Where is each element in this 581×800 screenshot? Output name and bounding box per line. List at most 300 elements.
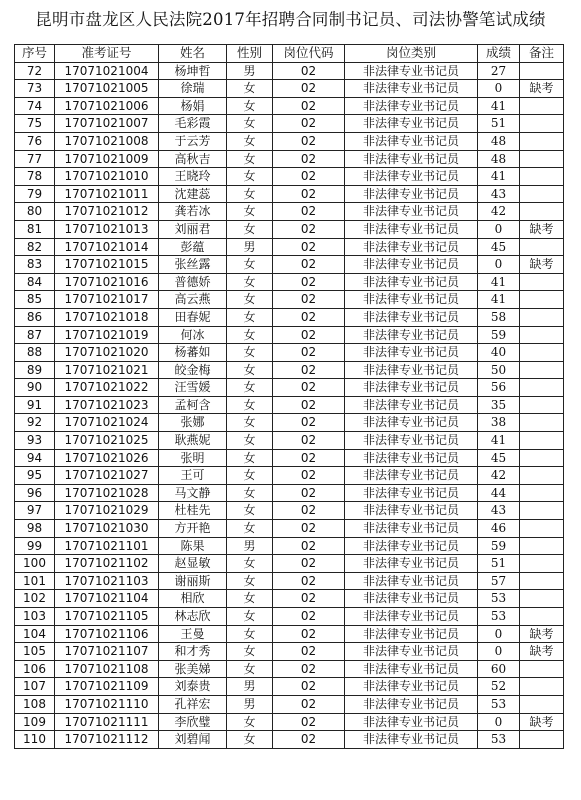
- table-row: [15, 678, 564, 696]
- cell-ticket: 17071021028: [55, 484, 159, 502]
- table-row: [15, 308, 564, 326]
- cell-ticket: 17071021009: [55, 150, 159, 168]
- cell-name: 张娜: [159, 414, 227, 432]
- cell-remark: [520, 695, 564, 713]
- cell-position-code: 02: [273, 555, 345, 573]
- cell-position-code: 02: [273, 344, 345, 362]
- cell-ticket: 17071021106: [55, 625, 159, 643]
- cell-index: 78: [15, 168, 55, 186]
- cell-position-type: 非法律专业书记员: [345, 537, 478, 555]
- cell-score: 27: [478, 62, 520, 80]
- cell-remark: [520, 572, 564, 590]
- cell-position-type: 非法律专业书记员: [345, 150, 478, 168]
- cell-name: 林志欣: [159, 608, 227, 626]
- cell-ticket: 17071021101: [55, 537, 159, 555]
- header-row: [15, 45, 564, 63]
- cell-gender: 女: [227, 608, 273, 626]
- cell-remark: [520, 150, 564, 168]
- cell-index: 80: [15, 203, 55, 221]
- cell-position-code: 02: [273, 590, 345, 608]
- cell-index: 89: [15, 361, 55, 379]
- cell-remark: 缺考: [520, 643, 564, 661]
- cell-ticket: 17071021107: [55, 643, 159, 661]
- cell-gender: 女: [227, 168, 273, 186]
- cell-score: 53: [478, 590, 520, 608]
- cell-remark: [520, 97, 564, 115]
- table-row: [15, 520, 564, 538]
- cell-position-code: 02: [273, 326, 345, 344]
- cell-position-type: 非法律专业书记员: [345, 220, 478, 238]
- cell-gender: 女: [227, 414, 273, 432]
- cell-score: 44: [478, 484, 520, 502]
- cell-position-type: 非法律专业书记员: [345, 449, 478, 467]
- cell-ticket: 17071021018: [55, 308, 159, 326]
- cell-position-type: 非法律专业书记员: [345, 625, 478, 643]
- cell-remark: [520, 115, 564, 133]
- cell-name: 普德娇: [159, 273, 227, 291]
- cell-ticket: 17071021110: [55, 695, 159, 713]
- cell-ticket: 17071021006: [55, 97, 159, 115]
- cell-index: 79: [15, 185, 55, 203]
- cell-score: 42: [478, 467, 520, 485]
- cell-remark: [520, 203, 564, 221]
- cell-index: 96: [15, 484, 55, 502]
- cell-position-type: 非法律专业书记员: [345, 467, 478, 485]
- cell-score: 40: [478, 344, 520, 362]
- cell-position-type: 非法律专业书记员: [345, 326, 478, 344]
- cell-index: 82: [15, 238, 55, 256]
- cell-score: 41: [478, 97, 520, 115]
- table-body: [15, 62, 564, 748]
- table-row: [15, 361, 564, 379]
- cell-remark: [520, 432, 564, 450]
- cell-position-code: 02: [273, 62, 345, 80]
- cell-score: 0: [478, 256, 520, 274]
- cell-position-type: 非法律专业书记员: [345, 185, 478, 203]
- cell-remark: [520, 344, 564, 362]
- cell-remark: 缺考: [520, 625, 564, 643]
- cell-position-type: 非法律专业书记员: [345, 396, 478, 414]
- cell-ticket: 17071021015: [55, 256, 159, 274]
- cell-position-code: 02: [273, 132, 345, 150]
- cell-ticket: 17071021109: [55, 678, 159, 696]
- cell-name: 孔祥宏: [159, 695, 227, 713]
- cell-name: 刘碧闻: [159, 731, 227, 749]
- cell-position-type: 非法律专业书记员: [345, 273, 478, 291]
- header-cell-score: 成绩: [478, 45, 520, 63]
- cell-position-type: 非法律专业书记员: [345, 203, 478, 221]
- cell-position-code: 02: [273, 537, 345, 555]
- cell-position-code: 02: [273, 80, 345, 98]
- cell-position-type: 非法律专业书记员: [345, 713, 478, 731]
- cell-position-code: 02: [273, 502, 345, 520]
- cell-index: 94: [15, 449, 55, 467]
- cell-gender: 男: [227, 678, 273, 696]
- cell-remark: [520, 273, 564, 291]
- document-title: 昆明市盘龙区人民法院2017年招聘合同制书记员、司法协警笔试成绩: [35, 10, 546, 29]
- cell-ticket: 17071021021: [55, 361, 159, 379]
- cell-position-type: 非法律专业书记员: [345, 608, 478, 626]
- cell-gender: 女: [227, 361, 273, 379]
- cell-position-code: 02: [273, 572, 345, 590]
- table-row: [15, 220, 564, 238]
- cell-index: 74: [15, 97, 55, 115]
- cell-score: 48: [478, 150, 520, 168]
- cell-ticket: 17071021011: [55, 185, 159, 203]
- cell-name: 龚若冰: [159, 203, 227, 221]
- cell-remark: [520, 678, 564, 696]
- table-row: [15, 115, 564, 133]
- cell-position-code: 02: [273, 238, 345, 256]
- cell-gender: 女: [227, 502, 273, 520]
- header-cell-gender: 性别: [227, 45, 273, 63]
- table-row: [15, 731, 564, 749]
- cell-position-code: 02: [273, 115, 345, 133]
- cell-score: 50: [478, 361, 520, 379]
- cell-remark: 缺考: [520, 256, 564, 274]
- cell-name: 张丝露: [159, 256, 227, 274]
- cell-index: 110: [15, 731, 55, 749]
- cell-score: 60: [478, 660, 520, 678]
- cell-gender: 女: [227, 220, 273, 238]
- cell-ticket: 17071021008: [55, 132, 159, 150]
- cell-index: 108: [15, 695, 55, 713]
- cell-position-type: 非法律专业书记员: [345, 520, 478, 538]
- cell-position-code: 02: [273, 643, 345, 661]
- cell-gender: 男: [227, 537, 273, 555]
- cell-position-type: 非法律专业书记员: [345, 344, 478, 362]
- cell-score: 41: [478, 273, 520, 291]
- cell-index: 72: [15, 62, 55, 80]
- cell-name: 皎金梅: [159, 361, 227, 379]
- cell-score: 35: [478, 396, 520, 414]
- cell-remark: [520, 467, 564, 485]
- cell-score: 43: [478, 185, 520, 203]
- cell-score: 53: [478, 608, 520, 626]
- cell-index: 93: [15, 432, 55, 450]
- cell-remark: [520, 132, 564, 150]
- cell-position-type: 非法律专业书记员: [345, 80, 478, 98]
- cell-name: 孟柯含: [159, 396, 227, 414]
- cell-remark: 缺考: [520, 713, 564, 731]
- cell-name: 马文静: [159, 484, 227, 502]
- cell-position-type: 非法律专业书记员: [345, 660, 478, 678]
- cell-index: 107: [15, 678, 55, 696]
- cell-position-type: 非法律专业书记员: [345, 643, 478, 661]
- cell-score: 45: [478, 238, 520, 256]
- cell-name: 于云芳: [159, 132, 227, 150]
- cell-gender: 女: [227, 379, 273, 397]
- header-cell-name: 姓名: [159, 45, 227, 63]
- cell-score: 41: [478, 168, 520, 186]
- cell-name: 王晓玲: [159, 168, 227, 186]
- cell-position-type: 非法律专业书记员: [345, 502, 478, 520]
- cell-remark: [520, 308, 564, 326]
- cell-position-code: 02: [273, 97, 345, 115]
- cell-remark: [520, 608, 564, 626]
- cell-gender: 男: [227, 695, 273, 713]
- cell-score: 59: [478, 537, 520, 555]
- cell-index: 101: [15, 572, 55, 590]
- cell-position-type: 非法律专业书记员: [345, 168, 478, 186]
- cell-remark: [520, 660, 564, 678]
- cell-remark: [520, 185, 564, 203]
- table-row: [15, 273, 564, 291]
- cell-position-code: 02: [273, 396, 345, 414]
- cell-ticket: 17071021030: [55, 520, 159, 538]
- cell-index: 104: [15, 625, 55, 643]
- cell-remark: [520, 537, 564, 555]
- cell-ticket: 17071021010: [55, 168, 159, 186]
- cell-remark: [520, 168, 564, 186]
- cell-position-type: 非法律专业书记员: [345, 731, 478, 749]
- cell-name: 耿燕妮: [159, 432, 227, 450]
- table-row: [15, 432, 564, 450]
- cell-index: 75: [15, 115, 55, 133]
- cell-position-code: 02: [273, 520, 345, 538]
- cell-position-type: 非法律专业书记员: [345, 678, 478, 696]
- cell-index: 95: [15, 467, 55, 485]
- cell-ticket: 17071021014: [55, 238, 159, 256]
- table-row: [15, 467, 564, 485]
- cell-name: 彭蕴: [159, 238, 227, 256]
- cell-name: 何冰: [159, 326, 227, 344]
- cell-ticket: 17071021104: [55, 590, 159, 608]
- table-row: [15, 238, 564, 256]
- cell-remark: 缺考: [520, 80, 564, 98]
- cell-remark: [520, 590, 564, 608]
- cell-ticket: 17071021111: [55, 713, 159, 731]
- cell-gender: 女: [227, 97, 273, 115]
- table-row: [15, 608, 564, 626]
- cell-index: 97: [15, 502, 55, 520]
- cell-position-type: 非法律专业书记员: [345, 695, 478, 713]
- cell-score: 0: [478, 220, 520, 238]
- cell-name: 王曼: [159, 625, 227, 643]
- cell-position-type: 非法律专业书记员: [345, 379, 478, 397]
- cell-gender: 女: [227, 185, 273, 203]
- cell-gender: 女: [227, 115, 273, 133]
- table-row: [15, 414, 564, 432]
- cell-ticket: 17071021020: [55, 344, 159, 362]
- cell-gender: 女: [227, 467, 273, 485]
- cell-gender: 女: [227, 643, 273, 661]
- cell-index: 83: [15, 256, 55, 274]
- cell-name: 杨坤哲: [159, 62, 227, 80]
- cell-remark: [520, 520, 564, 538]
- table-row: [15, 555, 564, 573]
- cell-position-code: 02: [273, 484, 345, 502]
- table-row: [15, 713, 564, 731]
- table-row: [15, 572, 564, 590]
- cell-index: 91: [15, 396, 55, 414]
- cell-name: 张美娣: [159, 660, 227, 678]
- cell-ticket: 17071021112: [55, 731, 159, 749]
- cell-remark: [520, 502, 564, 520]
- cell-position-code: 02: [273, 361, 345, 379]
- scores-table: [14, 44, 564, 749]
- cell-remark: [520, 361, 564, 379]
- cell-score: 38: [478, 414, 520, 432]
- cell-remark: [520, 326, 564, 344]
- cell-ticket: 17071021005: [55, 80, 159, 98]
- cell-name: 沈建蕊: [159, 185, 227, 203]
- cell-position-type: 非法律专业书记员: [345, 361, 478, 379]
- table-row: [15, 344, 564, 362]
- cell-index: 88: [15, 344, 55, 362]
- table-row: [15, 590, 564, 608]
- table-row: [15, 502, 564, 520]
- cell-score: 51: [478, 115, 520, 133]
- cell-name: 刘泰贵: [159, 678, 227, 696]
- cell-position-type: 非法律专业书记员: [345, 308, 478, 326]
- cell-ticket: 17071021004: [55, 62, 159, 80]
- cell-score: 0: [478, 643, 520, 661]
- cell-ticket: 17071021017: [55, 291, 159, 309]
- cell-position-code: 02: [273, 414, 345, 432]
- cell-index: 76: [15, 132, 55, 150]
- cell-name: 刘丽君: [159, 220, 227, 238]
- cell-position-code: 02: [273, 432, 345, 450]
- table-row: [15, 80, 564, 98]
- cell-gender: 女: [227, 132, 273, 150]
- cell-score: 0: [478, 713, 520, 731]
- cell-remark: [520, 379, 564, 397]
- cell-ticket: 17071021103: [55, 572, 159, 590]
- cell-remark: 缺考: [520, 220, 564, 238]
- cell-score: 42: [478, 203, 520, 221]
- cell-gender: 女: [227, 396, 273, 414]
- cell-position-type: 非法律专业书记员: [345, 62, 478, 80]
- table-row: [15, 256, 564, 274]
- cell-index: 85: [15, 291, 55, 309]
- cell-name: 和才秀: [159, 643, 227, 661]
- cell-position-type: 非法律专业书记员: [345, 115, 478, 133]
- cell-remark: [520, 484, 564, 502]
- cell-index: 92: [15, 414, 55, 432]
- cell-ticket: 17071021025: [55, 432, 159, 450]
- cell-remark: [520, 449, 564, 467]
- cell-name: 张明: [159, 449, 227, 467]
- cell-gender: 女: [227, 731, 273, 749]
- cell-score: 57: [478, 572, 520, 590]
- cell-position-type: 非法律专业书记员: [345, 484, 478, 502]
- cell-ticket: 17071021024: [55, 414, 159, 432]
- header-cell-position-code: 岗位代码: [273, 45, 345, 63]
- cell-gender: 男: [227, 238, 273, 256]
- cell-name: 汪雪媛: [159, 379, 227, 397]
- cell-index: 87: [15, 326, 55, 344]
- cell-ticket: 17071021019: [55, 326, 159, 344]
- cell-gender: 女: [227, 432, 273, 450]
- table-row: [15, 379, 564, 397]
- table-row: [15, 625, 564, 643]
- cell-score: 43: [478, 502, 520, 520]
- cell-gender: 女: [227, 660, 273, 678]
- cell-score: 59: [478, 326, 520, 344]
- table-row: [15, 97, 564, 115]
- table-row: [15, 132, 564, 150]
- cell-position-code: 02: [273, 678, 345, 696]
- cell-index: 98: [15, 520, 55, 538]
- cell-name: 王可: [159, 467, 227, 485]
- table-row: [15, 396, 564, 414]
- cell-position-type: 非法律专业书记员: [345, 291, 478, 309]
- table-row: [15, 449, 564, 467]
- cell-index: 103: [15, 608, 55, 626]
- cell-index: 106: [15, 660, 55, 678]
- cell-name: 杜桂先: [159, 502, 227, 520]
- table-row: [15, 326, 564, 344]
- cell-position-type: 非法律专业书记员: [345, 256, 478, 274]
- cell-score: 41: [478, 432, 520, 450]
- cell-gender: 女: [227, 273, 273, 291]
- cell-index: 86: [15, 308, 55, 326]
- cell-position-type: 非法律专业书记员: [345, 132, 478, 150]
- cell-name: 杨蕃如: [159, 344, 227, 362]
- cell-gender: 女: [227, 256, 273, 274]
- table-row: [15, 185, 564, 203]
- cell-gender: 女: [227, 625, 273, 643]
- cell-name: 赵显敏: [159, 555, 227, 573]
- cell-index: 90: [15, 379, 55, 397]
- cell-score: 48: [478, 132, 520, 150]
- cell-ticket: 17071021029: [55, 502, 159, 520]
- cell-index: 100: [15, 555, 55, 573]
- table-row: [15, 150, 564, 168]
- table-row: [15, 643, 564, 661]
- header-cell-index: 序号: [15, 45, 55, 63]
- cell-score: 0: [478, 80, 520, 98]
- cell-gender: 女: [227, 555, 273, 573]
- cell-position-code: 02: [273, 150, 345, 168]
- table-row: [15, 484, 564, 502]
- cell-index: 102: [15, 590, 55, 608]
- cell-position-type: 非法律专业书记员: [345, 590, 478, 608]
- cell-gender: 女: [227, 150, 273, 168]
- cell-position-type: 非法律专业书记员: [345, 238, 478, 256]
- cell-position-type: 非法律专业书记员: [345, 97, 478, 115]
- cell-score: 56: [478, 379, 520, 397]
- table-row: [15, 695, 564, 713]
- cell-position-code: 02: [273, 273, 345, 291]
- header-cell-ticket: 准考证号: [55, 45, 159, 63]
- cell-gender: 女: [227, 713, 273, 731]
- cell-name: 谢丽斯: [159, 572, 227, 590]
- cell-index: 105: [15, 643, 55, 661]
- cell-position-code: 02: [273, 467, 345, 485]
- cell-name: 高云燕: [159, 291, 227, 309]
- cell-index: 99: [15, 537, 55, 555]
- cell-position-code: 02: [273, 220, 345, 238]
- cell-ticket: 17071021027: [55, 467, 159, 485]
- cell-name: 方开艳: [159, 520, 227, 538]
- cell-score: 51: [478, 555, 520, 573]
- table-row: [15, 537, 564, 555]
- cell-remark: [520, 238, 564, 256]
- cell-position-type: 非法律专业书记员: [345, 572, 478, 590]
- cell-gender: 女: [227, 203, 273, 221]
- cell-remark: [520, 414, 564, 432]
- cell-index: 81: [15, 220, 55, 238]
- cell-score: 53: [478, 731, 520, 749]
- cell-score: 58: [478, 308, 520, 326]
- cell-gender: 女: [227, 572, 273, 590]
- cell-position-code: 02: [273, 256, 345, 274]
- cell-name: 高秋吉: [159, 150, 227, 168]
- cell-gender: 女: [227, 520, 273, 538]
- cell-position-code: 02: [273, 608, 345, 626]
